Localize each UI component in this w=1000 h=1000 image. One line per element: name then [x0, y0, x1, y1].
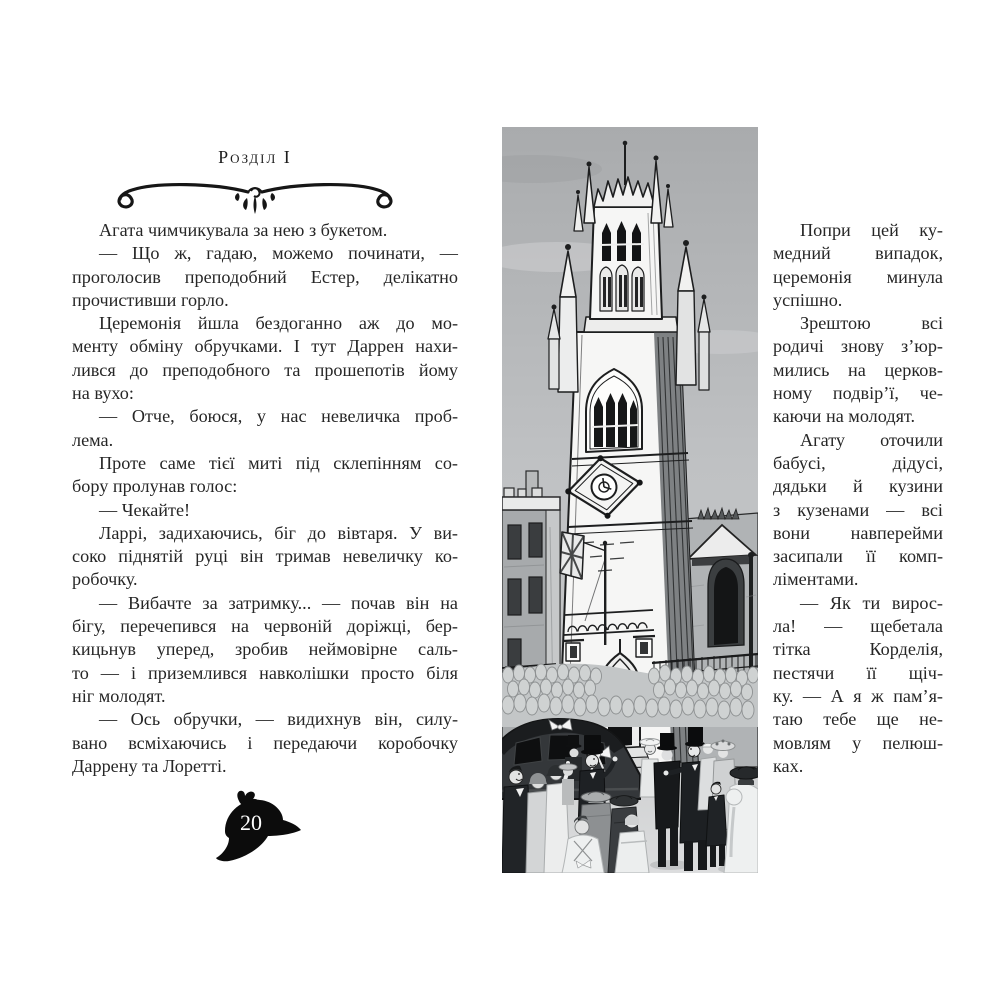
text-line: бігу, перечепився на червоній доріжці, бер-: [72, 616, 458, 637]
text-line: проголосив преподобний Естер, делікатно: [72, 266, 458, 287]
text-line: — Отче, боюся, у нас невеличка проб-: [99, 406, 458, 427]
text-line: дядьки й кузини: [773, 476, 943, 497]
text-line: бабусі, дідусі,: [773, 452, 943, 473]
right-text-column: [773, 219, 943, 778]
text-line: ному подвір’ї, че-: [773, 383, 943, 404]
text-line: вони навперейми: [773, 522, 943, 543]
text-line: родичі знову з’юр-: [773, 336, 943, 357]
text-line: ліментами.: [773, 569, 859, 590]
text-line: ла! — щебетала: [773, 616, 943, 637]
text-line: успішно.: [773, 289, 843, 310]
text-line: лема.: [72, 429, 114, 450]
text-line: церемонія минула: [773, 266, 943, 287]
text-line: Агата чимчикувала за нею з букетом.: [99, 220, 388, 240]
text-line: засипали її комп-: [773, 546, 943, 567]
text-line: — Як ти вирос-: [800, 592, 943, 613]
text-line: вано всміхаючись і передаючи коробочку: [72, 732, 458, 753]
text-line: таю тебе ще не-: [773, 709, 943, 730]
church-wedding-illustration: [502, 127, 758, 873]
text-line: менту обміну обручками. І тут Даррен нахи-: [72, 336, 458, 357]
text-line: Агату оточили: [800, 429, 943, 450]
text-line: соко піднятій руці він тримав невеличку ко-: [72, 546, 458, 567]
text-line: ках.: [773, 755, 804, 776]
text-line: — Вибачте за затримку... — почав він на: [99, 592, 458, 613]
text-line: ку. — А я ж пам’я-: [773, 685, 943, 706]
text-line: Церемонія йшла бездоганно аж до мо-: [99, 313, 458, 334]
text-line: прочистивши горло.: [72, 289, 229, 310]
chapter-header: Розділ І: [218, 147, 292, 167]
text-line: мовлям у пелюш-: [773, 732, 943, 753]
text-line: тітка Корделія,: [773, 639, 943, 660]
text-line: — Чекайте!: [99, 499, 191, 520]
flourish-divider-icon: [108, 178, 402, 218]
left-text-column: [72, 219, 458, 778]
text-line: Даррену та Лоретті.: [72, 755, 227, 776]
text-line: Попри цей ку-: [800, 220, 943, 240]
text-line: на вухо:: [72, 383, 134, 404]
text-line: бору пролунав голос:: [72, 476, 238, 497]
page-number-ornament: [205, 786, 305, 864]
text-line: Зрештою всі: [800, 313, 943, 334]
text-line: пестячи її щіч-: [773, 662, 943, 683]
text-line: з кузенами — всі: [773, 499, 943, 520]
text-line: — Що ж, гадаю, можемо починати, —: [99, 243, 458, 264]
page-number: 20: [240, 810, 262, 835]
text-line: Ларрі, задихаючись, біг до вівтаря. У ви-: [99, 522, 458, 543]
text-line: то — і приземлився навколішки просто біля: [72, 662, 458, 683]
text-line: каючи на молодят.: [773, 406, 916, 427]
text-line: лився до преподобного та прошепотів йому: [72, 359, 458, 380]
text-line: медний випадок,: [773, 243, 943, 264]
background-crowd: [502, 664, 758, 727]
text-line: робочку.: [72, 569, 138, 590]
text-line: — Ось обручки, — видихнув він, силу-: [99, 709, 458, 730]
text-line: Проте саме тієї миті під склепінням со-: [99, 452, 458, 473]
text-line: ніг молодят.: [72, 685, 166, 706]
text-line: мились на церков-: [773, 359, 943, 380]
text-line: кицьнув уперед, зробив неймовірне саль-: [72, 639, 458, 660]
